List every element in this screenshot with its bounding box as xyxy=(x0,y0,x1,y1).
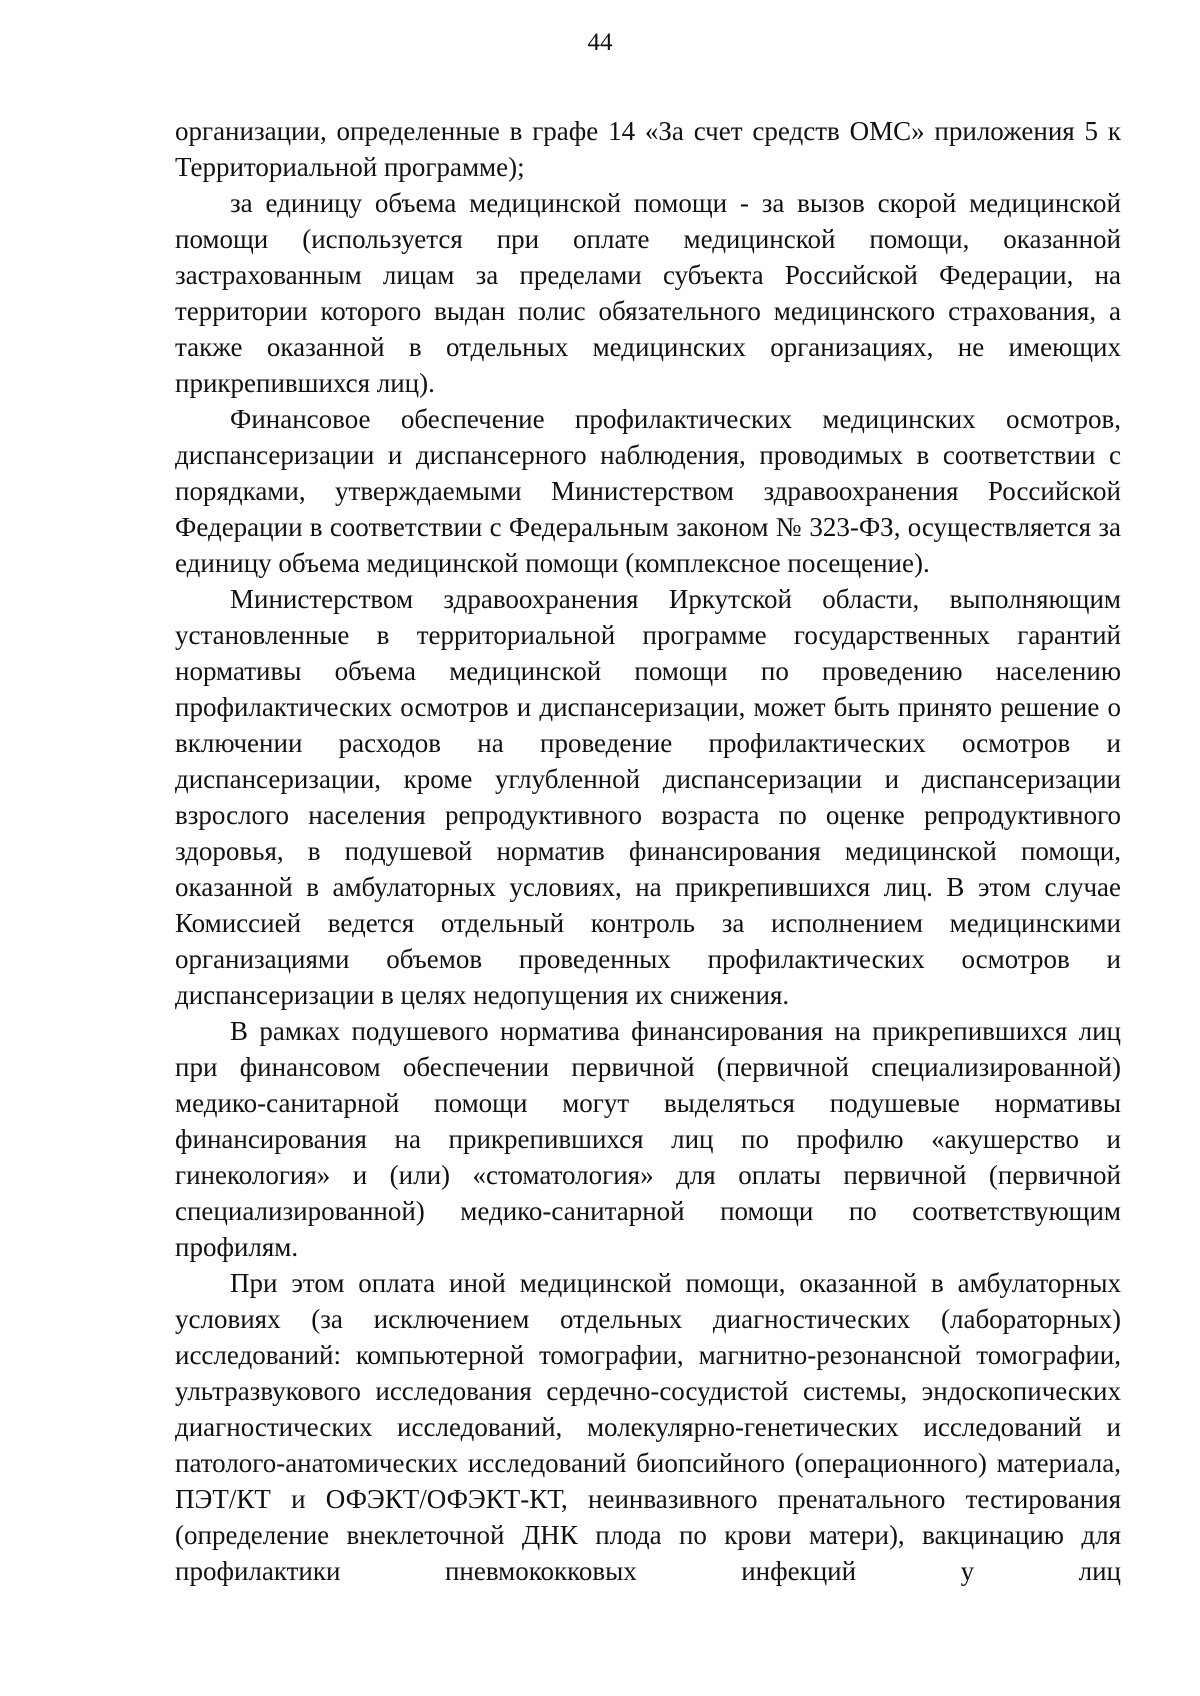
paragraph-preventive-financing: Финансовое обеспечение профилактических медицинских осмотров, диспансеризации и диспансерного наблюдения, проводимых в соответствии с порядками, утверждаемыми Министерством здравоохранения Российской Федерации в соответствии с Федеральным законом № 323-ФЗ, осуществляется за единицу объема медицинской помощи (комплексное посещение). xyxy=(175,404,1121,578)
paragraph-other-care-payment: При этом оплата иной медицинской помощи, оказанной в амбулаторных условиях (за исключением отдельных диагностических (лабораторных) исследований: компьютерной томографии, магнитно-резонансной томографии, ультразвукового исследования сердечно-сосудистой системы, эндоскопических диагностических исследований, молекулярно-генетических исследований и патолого-анатомических исследований биопсийного (операционного) материала, ПЭТ/КТ и ОФЭКТ/ОФЭКТ-КТ, неинвазивного пренатального тестирования (определение внеклеточной ДНК плода по крови матери), вакцинацию для профилактики пневмококковых инфекций у лиц xyxy=(175,1268,1121,1586)
paragraph-ministry-decision: Министерством здравоохранения Иркутской области, выполняющим установленные в территориальной программе государственных гарантий нормативы объема медицинской помощи по проведению населению профилактических осмотров и диспансеризации, может быть принято решение о включении расходов на проведение профилактических осмотров и диспансеризации, кроме углубленной диспансеризации и диспансеризации взрослого населения репродуктивного возраста по оценке репродуктивного здоровья, в подушевой норматив финансирования медицинской помощи, оказанной в амбулаторных условиях, на прикрепившихся лиц. В этом случае Комиссией ведется отдельный контроль за исполнением медицинскими организациями объемов проведенных профилактических осмотров и диспансеризации в целях недопущения их снижения. xyxy=(175,584,1121,1010)
paragraph-ambulance-payment: за единицу объема медицинской помощи - за вызов скорой медицинской помощи (используется при оплате медицинской помощи, оказанной застрахованным лицам за пределами субъекта Российской Федерации, на территории которого выдан полис обязательного медицинского страхования, а также оказанной в отдельных медицинских организациях, не имеющих прикрепившихся лиц). xyxy=(175,188,1121,398)
document-body xyxy=(175,113,1121,1589)
page-number: 44 xyxy=(587,29,613,56)
paragraph-per-capita-standards: В рамках подушевого норматива финансирования на прикрепившихся лиц при финансовом обеспечении первичной (первичной специализированной) медико-санитарной помощи могут выделяться подушевые нормативы финансирования на прикрепившихся лиц по профилю «акушерство и гинекология» и (или) «стоматология» для оплаты первичной (первичной специализированной) медико-санитарной помощи по соответствующим профилям. xyxy=(175,1016,1121,1262)
paragraph-continued: организации, определенные в графе 14 «За счет средств ОМС» приложения 5 к Территориальной программе); xyxy=(175,116,1121,182)
